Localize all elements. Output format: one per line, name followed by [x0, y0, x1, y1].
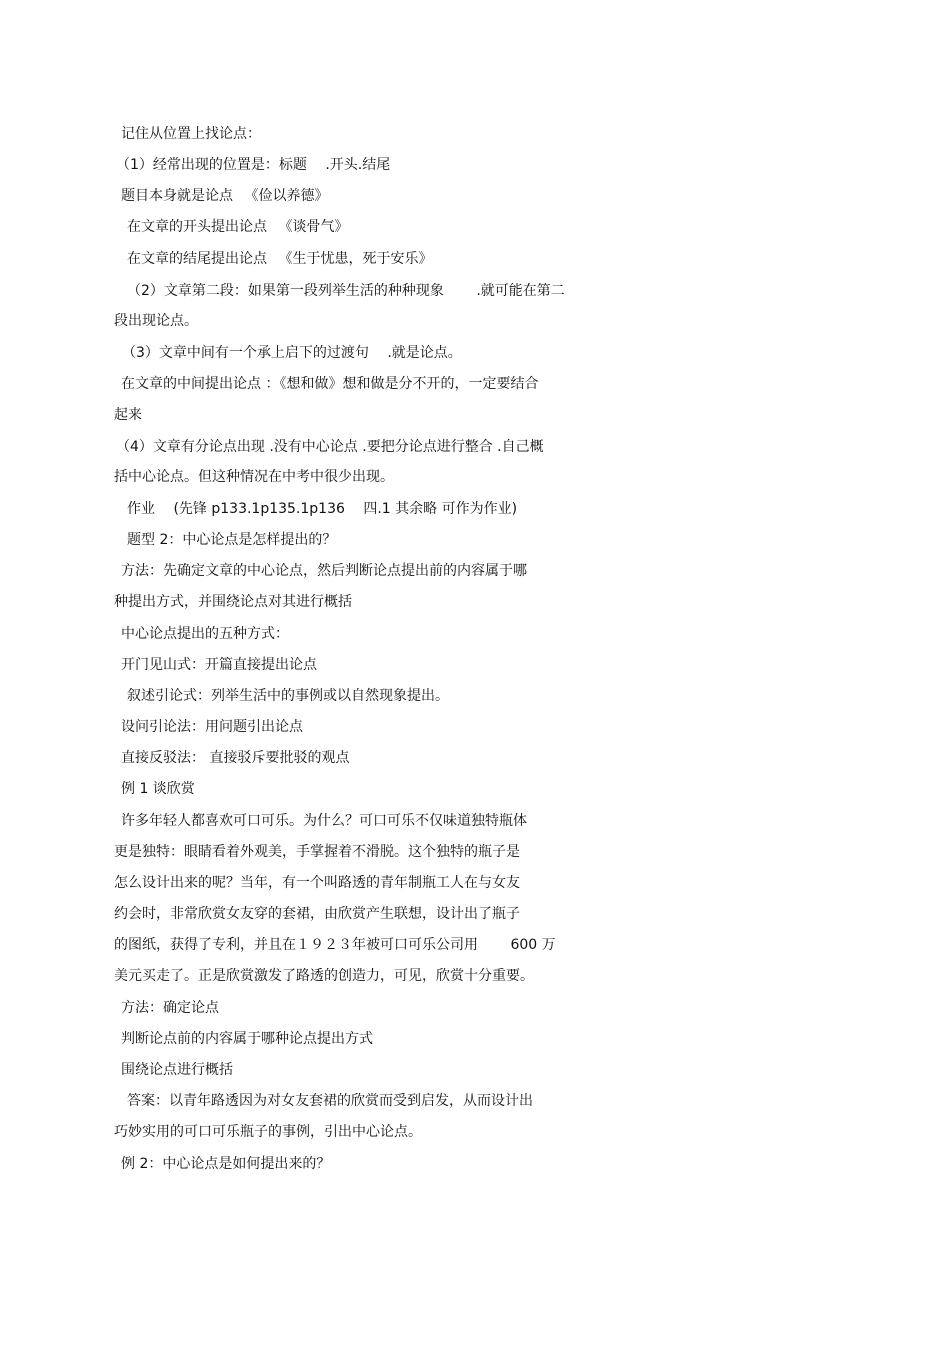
text-line: 在文章的中间提出论点 ：《想和做》想和做是分不开的，一定要结合	[121, 376, 539, 392]
text-line: 判断论点前的内容属于哪种论点提出方式	[121, 1031, 373, 1047]
text-line: 括中心论点。但这种情况在中考中很少出现。	[114, 469, 394, 485]
text-line: 美元买走了。正是欣赏激发了路透的创造力，可见，欣赏十分重要。	[114, 968, 534, 984]
text-line: 起来	[114, 407, 142, 423]
text-line: （2）文章第二段：如果第一段列举生活的种种现象 .就可能在第二	[127, 283, 565, 299]
text-line: （4）文章有分论点出现 .没有中心论点 .要把分论点进行整合 .自己概	[116, 439, 544, 455]
text-line: 方法：先确定文章的中心论点，然后判断论点提出前的内容属于哪	[121, 563, 527, 579]
text-line: 种提出方式，并围绕论点对其进行概括	[114, 594, 352, 610]
text-line: 在文章的开头提出论点 《谈骨气》	[127, 219, 349, 235]
text-line: 围绕论点进行概括	[121, 1062, 233, 1078]
text-line: 直接反驳法： 直接驳斥要批驳的观点	[121, 750, 350, 766]
text-line: 中心论点提出的五种方式：	[121, 626, 289, 642]
text-line: 例 2：中心论点是如何提出来的？	[121, 1156, 331, 1172]
text-line: 怎么设计出来的呢？当年，有一个叫路透的青年制瓶工人在与女友	[114, 875, 520, 891]
text-line: 巧妙实用的可口可乐瓶子的事例，引出中心论点。	[114, 1124, 422, 1140]
text-line: 约会时，非常欣赏女友穿的套裙，由欣赏产生联想，设计出了瓶子	[114, 906, 520, 922]
text-line: （1）经常出现的位置是：标题 .开头.结尾	[116, 157, 391, 173]
text-line: 答案：以青年路透因为对女友套裙的欣赏而受到启发，从而设计出	[127, 1093, 533, 1109]
text-line: 设问引论法：用问题引出论点	[121, 719, 303, 735]
text-line: 开门见山式：开篇直接提出论点	[121, 657, 317, 673]
text-line: 段出现论点。	[114, 313, 198, 329]
text-line: 方法：确定论点	[121, 1000, 219, 1016]
text-line: 题型 2：中心论点是怎样提出的？	[127, 532, 337, 548]
text-line: 在文章的结尾提出论点 《生于忧患，死于安乐》	[127, 251, 433, 267]
text-line: 例 1 谈欣赏	[121, 781, 195, 797]
text-line: 记住从位置上找论点：	[121, 126, 261, 142]
text-line: 叙述引论式：列举生活中的事例或以自然现象提出。	[127, 688, 449, 704]
text-line: 作业 (先锋 p133.1p135.1p136 四.1 其余略 可作为作业)	[127, 501, 518, 517]
text-line: 许多年轻人都喜欢可口可乐。为什么？可口可乐不仅味道独特瓶体	[121, 813, 527, 829]
text-line: 更是独特：眼睛看着外观美，手掌握着不滑脱。这个独特的瓶子是	[114, 844, 520, 860]
text-line: 题目本身就是论点 《俭以养德》	[121, 188, 329, 204]
text-line: 的图纸，获得了专利，并且在１９２３年被可口可乐公司用 600 万	[114, 937, 556, 953]
text-line: （3）文章中间有一个承上启下的过渡句 .就是论点。	[122, 345, 462, 361]
